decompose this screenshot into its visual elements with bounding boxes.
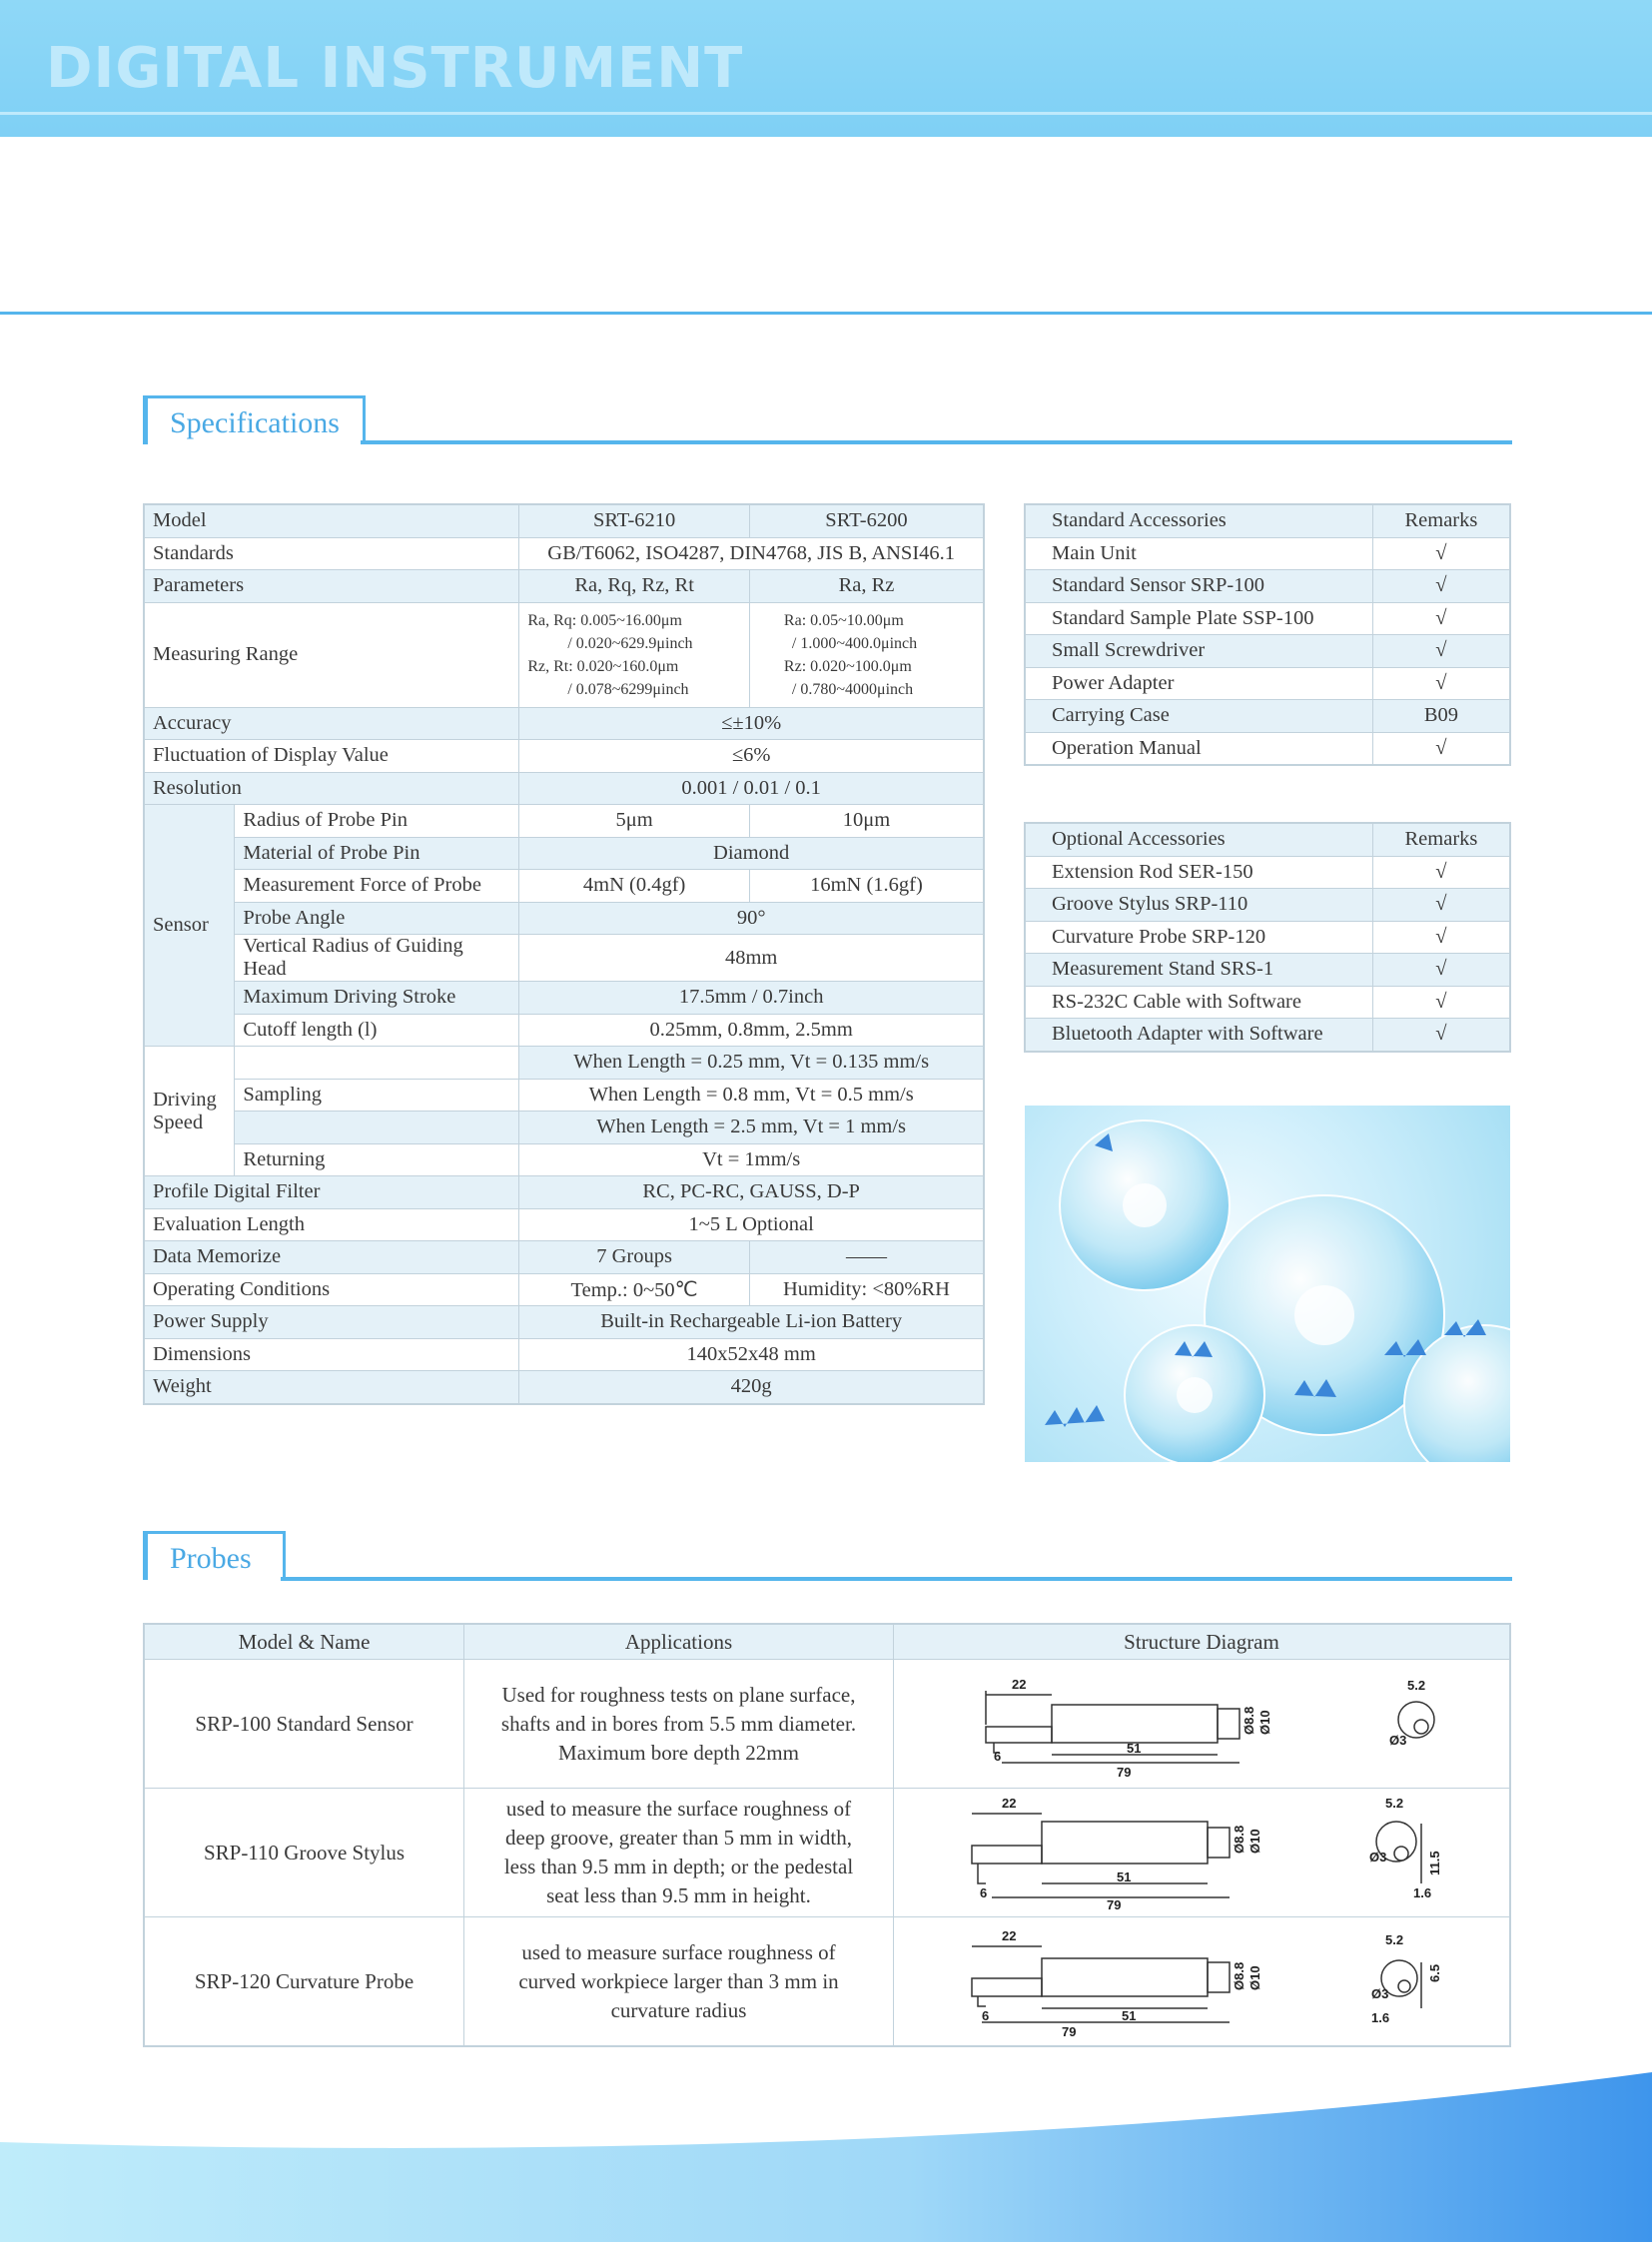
spec-value: 420g — [519, 1371, 984, 1404]
dim-label: 1.6 — [1370, 2010, 1390, 2025]
table-row — [1025, 954, 1510, 987]
table-row — [144, 1273, 984, 1306]
range-line: Ra: 0.05~10.00μm — [783, 611, 904, 629]
table-row — [144, 1112, 984, 1144]
app-line: used to measure the surface roughness of — [505, 1797, 852, 1821]
range-a — [519, 602, 750, 707]
app-line: less than 9.5 mm in depth; or the pedestal — [503, 1855, 854, 1878]
table-row — [1025, 732, 1510, 765]
table-row — [144, 1338, 984, 1371]
spec-label: Accuracy — [144, 707, 519, 740]
specifications-rule — [361, 440, 1512, 444]
spec-label: Material of Probe Pin — [235, 837, 519, 870]
spec-label — [235, 1047, 519, 1080]
spec-label: Data Memorize — [144, 1241, 519, 1274]
remarks-header: Remarks — [1372, 504, 1510, 537]
accessory-remark: √ — [1372, 732, 1510, 765]
table-row — [144, 1176, 984, 1209]
accessory-remark: √ — [1372, 602, 1510, 635]
accessory-remark: √ — [1372, 856, 1510, 889]
dim-label: 11.5 — [1426, 1851, 1442, 1875]
spec-label: Evaluation Length — [144, 1208, 519, 1241]
spec-label: Maximum Driving Stroke — [235, 982, 519, 1015]
dim-label: 79 — [1116, 1765, 1132, 1780]
header-band — [0, 0, 1652, 137]
table-row — [144, 1079, 984, 1112]
probes-tab — [143, 1531, 286, 1580]
spec-value: ≤6% — [519, 740, 984, 773]
spec-value-b: Ra, Rz — [749, 570, 984, 603]
spec-value: Vt = 1mm/s — [519, 1143, 984, 1176]
spec-value-a: Temp.: 0~50℃ — [519, 1273, 750, 1306]
dim-label: Ø10 — [1256, 1710, 1272, 1735]
spec-value: 1~5 L Optional — [519, 1208, 984, 1241]
table-row — [1025, 570, 1510, 603]
probe-application — [464, 1660, 894, 1789]
table-row — [144, 837, 984, 870]
bottom-wave — [0, 2067, 1652, 2242]
spec-value: 0.001 / 0.01 / 0.1 — [519, 772, 984, 805]
dim-label: 6.5 — [1426, 1963, 1442, 1982]
spec-value: ≤±10% — [519, 707, 984, 740]
table-row — [1025, 823, 1510, 856]
table-row — [144, 870, 984, 903]
app-line: Used for roughness tests on plane surface, — [501, 1682, 856, 1707]
app-line: deep groove, greater than 5 mm in width, — [505, 1826, 852, 1850]
spec-value: 0.25mm, 0.8mm, 2.5mm — [519, 1014, 984, 1047]
accessory-name: Measurement Stand SRS-1 — [1025, 954, 1372, 987]
range-line: / 0.780~4000μinch — [791, 680, 914, 698]
table-row — [1025, 602, 1510, 635]
probes-heading: Probes — [170, 1542, 252, 1575]
column-header: Model & Name — [144, 1624, 464, 1660]
spec-value-a: 5μm — [519, 805, 750, 838]
driving-speed-label — [144, 1047, 235, 1176]
probes-table — [143, 1623, 1511, 2047]
accessory-remark: √ — [1372, 921, 1510, 954]
speed-label: Speed — [153, 1111, 204, 1133]
spec-label: Measurement Force of Probe — [235, 870, 519, 903]
accessory-name: Standard Sensor SRP-100 — [1025, 570, 1372, 603]
accessory-name: Main Unit — [1025, 537, 1372, 570]
probe-application — [464, 1789, 894, 1917]
table-row — [1025, 889, 1510, 922]
spec-value-b: 16mN (1.6gf) — [749, 870, 984, 903]
spec-value: 90° — [519, 902, 984, 935]
table-row — [144, 707, 984, 740]
table-row — [1025, 504, 1510, 537]
table-row — [144, 1789, 1510, 1917]
spec-label: Model — [144, 504, 519, 537]
app-line: seat less than 9.5 mm in height. — [546, 1883, 811, 1907]
spec-value-b: —— — [749, 1241, 984, 1274]
table-row — [144, 982, 984, 1015]
table-row — [144, 805, 984, 838]
spec-value: Built-in Rechargeable Li-ion Battery — [519, 1306, 984, 1339]
dim-label: Ø8.8 — [1231, 1961, 1246, 1990]
accessory-name: Power Adapter — [1025, 667, 1372, 700]
table-row — [1025, 537, 1510, 570]
spec-label: Resolution — [144, 772, 519, 805]
dim-label: 51 — [1121, 2008, 1137, 2023]
range-line: / 1.000~400.0μinch — [791, 634, 918, 652]
spec-value: When Length = 0.25 mm, Vt = 0.135 mm/s — [519, 1047, 984, 1080]
accessories-header: Optional Accessories — [1025, 823, 1372, 856]
probe-name: SRP-110 Groove Stylus — [144, 1789, 464, 1917]
dim-label: 51 — [1126, 1741, 1142, 1756]
accessory-remark: √ — [1372, 1019, 1510, 1052]
range-b — [749, 602, 984, 707]
accessory-remark: √ — [1372, 889, 1510, 922]
sensor-label: Sensor — [144, 805, 235, 1047]
dim-label: 6 — [981, 2008, 990, 2023]
dim-label: Ø10 — [1246, 1965, 1262, 1990]
dim-label: 79 — [1061, 2024, 1077, 2039]
table-row — [1025, 700, 1510, 733]
spec-label: Vertical Radius of Guiding Head — [235, 935, 519, 982]
dim-label: 22 — [1001, 1796, 1017, 1811]
app-line: curvature radius — [610, 1997, 747, 2022]
accessory-name: Groove Stylus SRP-110 — [1025, 889, 1372, 922]
app-line: used to measure surface roughness of — [521, 1939, 836, 1964]
accessory-remark: √ — [1372, 954, 1510, 987]
spec-value: 17.5mm / 0.7inch — [519, 982, 984, 1015]
spec-label: Weight — [144, 1371, 519, 1404]
dim-label: 6 — [979, 1885, 988, 1900]
structure-diagram — [893, 1917, 1510, 2047]
probe-name: SRP-120 Curvature Probe — [144, 1917, 464, 2047]
table-row — [144, 772, 984, 805]
accessory-remark: √ — [1372, 986, 1510, 1019]
spec-value: Diamond — [519, 837, 984, 870]
accessory-name: Carrying Case — [1025, 700, 1372, 733]
spec-label — [235, 1112, 519, 1144]
table-row — [144, 902, 984, 935]
dim-label: 79 — [1106, 1897, 1122, 1911]
probe-name: SRP-100 Standard Sensor — [144, 1660, 464, 1789]
structure-diagram — [893, 1789, 1510, 1917]
spec-label: Profile Digital Filter — [144, 1176, 519, 1209]
table-row — [1025, 856, 1510, 889]
spec-value: 140x52x48 mm — [519, 1338, 984, 1371]
probes-rule — [281, 1577, 1512, 1581]
accessory-remark: √ — [1372, 570, 1510, 603]
spec-label: Fluctuation of Display Value — [144, 740, 519, 773]
accessory-remark: √ — [1372, 667, 1510, 700]
spec-value-a: Ra, Rq, Rz, Rt — [519, 570, 750, 603]
spec-value-a: 7 Groups — [519, 1241, 750, 1274]
specifications-tab — [143, 395, 366, 444]
table-row — [144, 537, 984, 570]
table-row — [144, 1371, 984, 1404]
dim-label: 5.2 — [1384, 1796, 1404, 1811]
accessory-name: Extension Rod SER-150 — [1025, 856, 1372, 889]
dim-label: Ø3 — [1388, 1733, 1407, 1748]
spec-value: When Length = 2.5 mm, Vt = 1 mm/s — [519, 1112, 984, 1144]
table-row — [144, 1014, 984, 1047]
returning-label: Returning — [235, 1143, 519, 1176]
app-line: Maximum bore depth 22mm — [558, 1740, 799, 1765]
table-row — [144, 1306, 984, 1339]
range-line: Ra, Rq: 0.005~16.00μm — [527, 611, 682, 629]
spec-value-b: 10μm — [749, 805, 984, 838]
table-row — [144, 1241, 984, 1274]
spec-label: Operating Conditions — [144, 1273, 519, 1306]
table-row — [1025, 667, 1510, 700]
specifications-heading: Specifications — [170, 406, 340, 439]
column-header: Structure Diagram — [893, 1624, 1510, 1660]
spec-table — [143, 503, 985, 1405]
table-row — [144, 1660, 1510, 1789]
spec-value-b: Humidity: <80%RH — [749, 1273, 984, 1306]
accessory-name: Operation Manual — [1025, 732, 1372, 765]
spec-label: Parameters — [144, 570, 519, 603]
gears-image — [1025, 1106, 1510, 1462]
probe-diagram-icon — [902, 1665, 1501, 1783]
accessory-name: RS-232C Cable with Software — [1025, 986, 1372, 1019]
brand-title: DIGITAL INSTRUMENT — [46, 36, 744, 101]
spec-label: Dimensions — [144, 1338, 519, 1371]
dim-label: 5.2 — [1406, 1678, 1426, 1693]
spec-label: Cutoff length (l) — [235, 1014, 519, 1047]
table-row — [144, 1208, 984, 1241]
dim-label: Ø3 — [1368, 1850, 1387, 1865]
table-row — [144, 740, 984, 773]
accessory-name: Small Screwdriver — [1025, 635, 1372, 668]
app-line: curved workpiece larger than 3 mm in — [518, 1968, 839, 1993]
accessory-name: Curvature Probe SRP-120 — [1025, 921, 1372, 954]
dim-label: 22 — [1011, 1677, 1027, 1692]
table-row — [1025, 986, 1510, 1019]
accessory-remark: √ — [1372, 537, 1510, 570]
spec-label: Standards — [144, 537, 519, 570]
structure-diagram — [893, 1660, 1510, 1789]
remarks-header: Remarks — [1372, 823, 1510, 856]
driving-label: Driving — [153, 1088, 217, 1111]
spec-value: GB/T6062, ISO4287, DIN4768, JIS B, ANSI46.1 — [519, 537, 984, 570]
accessories-header: Standard Accessories — [1025, 504, 1372, 537]
accessory-name: Bluetooth Adapter with Software — [1025, 1019, 1372, 1052]
spec-label: Measuring Range — [144, 602, 519, 707]
range-line: / 0.020~629.9μinch — [567, 634, 693, 652]
dim-label: Ø8.8 — [1240, 1706, 1256, 1735]
range-line: Rz, Rt: 0.020~160.0μm — [527, 657, 679, 675]
dim-label: 51 — [1116, 1869, 1132, 1884]
dim-label: 22 — [1001, 1928, 1017, 1943]
table-row — [144, 935, 984, 982]
range-line: Rz: 0.020~100.0μm — [783, 657, 912, 675]
standard-accessories-table — [1024, 503, 1511, 766]
spec-value: RC, PC-RC, GAUSS, D-P — [519, 1176, 984, 1209]
table-row — [1025, 635, 1510, 668]
table-row — [144, 1047, 984, 1080]
table-row — [1025, 1019, 1510, 1052]
probe-diagram-icon — [902, 1794, 1501, 1911]
optional-accessories-table — [1024, 822, 1511, 1053]
probe-application — [464, 1917, 894, 2047]
column-header: Applications — [464, 1624, 894, 1660]
table-row — [144, 602, 984, 707]
spec-label: Probe Angle — [235, 902, 519, 935]
spec-label: Power Supply — [144, 1306, 519, 1339]
spec-value-a: 4mN (0.4gf) — [519, 870, 750, 903]
gears-icon — [1025, 1106, 1510, 1462]
spec-value: When Length = 0.8 mm, Vt = 0.5 mm/s — [519, 1079, 984, 1112]
dim-label: 6 — [993, 1749, 1002, 1764]
table-row — [1025, 921, 1510, 954]
range-line: / 0.078~6299μinch — [567, 680, 689, 698]
model-a: SRT-6210 — [519, 504, 750, 537]
table-row — [144, 570, 984, 603]
table-row — [144, 504, 984, 537]
spec-label: Radius of Probe Pin — [235, 805, 519, 838]
dim-label: 5.2 — [1384, 1932, 1404, 1947]
header-stripe — [0, 112, 1652, 115]
header-divider — [0, 312, 1652, 315]
dim-label: Ø3 — [1370, 1986, 1389, 2001]
accessory-name: Standard Sample Plate SSP-100 — [1025, 602, 1372, 635]
sampling-label: Sampling — [235, 1079, 519, 1112]
app-line: shafts and in bores from 5.5 mm diameter. — [500, 1711, 857, 1736]
accessory-remark: √ — [1372, 635, 1510, 668]
model-b: SRT-6200 — [749, 504, 984, 537]
dim-label: Ø10 — [1246, 1829, 1262, 1854]
dim-label: Ø8.8 — [1231, 1825, 1246, 1854]
table-row — [144, 1143, 984, 1176]
dim-label: 1.6 — [1412, 1885, 1432, 1900]
table-row — [144, 1624, 1510, 1660]
accessory-remark: B09 — [1372, 700, 1510, 733]
spec-value: 48mm — [519, 935, 984, 982]
table-row — [144, 1917, 1510, 2047]
probe-diagram-icon — [902, 1922, 1501, 2040]
